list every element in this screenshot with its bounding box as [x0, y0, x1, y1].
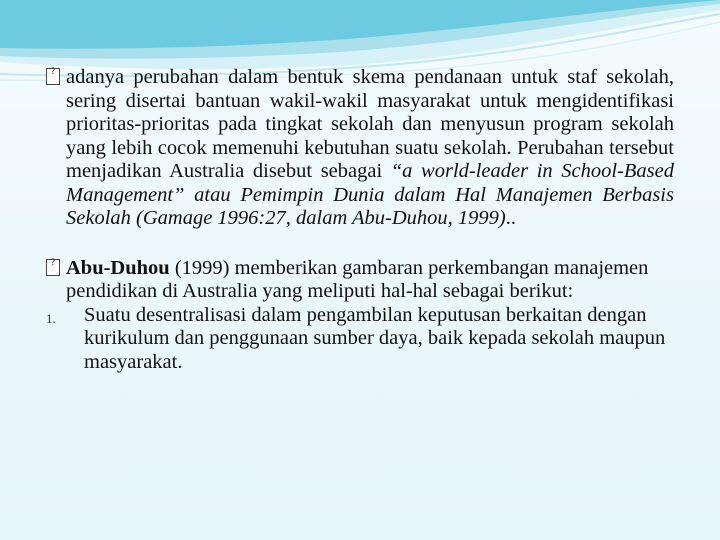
paragraph-1-tail: .. — [505, 207, 516, 229]
paragraph-1-text: adanya perubahan dalam bentuk skema pendanaan untuk staf sekolah, sering disertai bantuan wakil-wakil masyarakat untuk mengidentifikasi prioritas-prioritas pada tingkat sekolah dan menyusun program sekolah yang lebih cocok memenuhi kebutuhan suatu sekolah. Perubahan tersebut menjadikan Australia disebut sebagai — [66, 66, 674, 182]
slide-content — [46, 66, 674, 374]
paragraph-2-text: (1999) memberikan gambaran perkembangan manajemen pendidikan di Australia yang meliputi hal-hal sebagai berikut: — [66, 256, 649, 302]
bullet-icon: ? — [46, 259, 60, 276]
list-item — [46, 304, 674, 375]
paragraph-1-italic: “a world-leader in School-Based Management” atau Pemimpin Dunia dalam Hal Manajemen Berbasis Sekolah (Gamage 1996:27, dalam Abu-Duhou, 1999) — [66, 160, 674, 229]
list-item-number: 1. — [46, 310, 56, 326]
paragraph-1 — [46, 66, 674, 231]
paragraph-2 — [46, 257, 674, 304]
paragraph-2-bold: Abu-Duhou — [66, 256, 170, 279]
list-item-text: Suatu desentralisasi dalam pengambilan keputusan berkaitan dengan kurikulum dan penggunaan sumber daya, baik kepada sekolah maupun masyarakat. — [84, 303, 666, 373]
bullet-icon: ? — [46, 68, 60, 85]
